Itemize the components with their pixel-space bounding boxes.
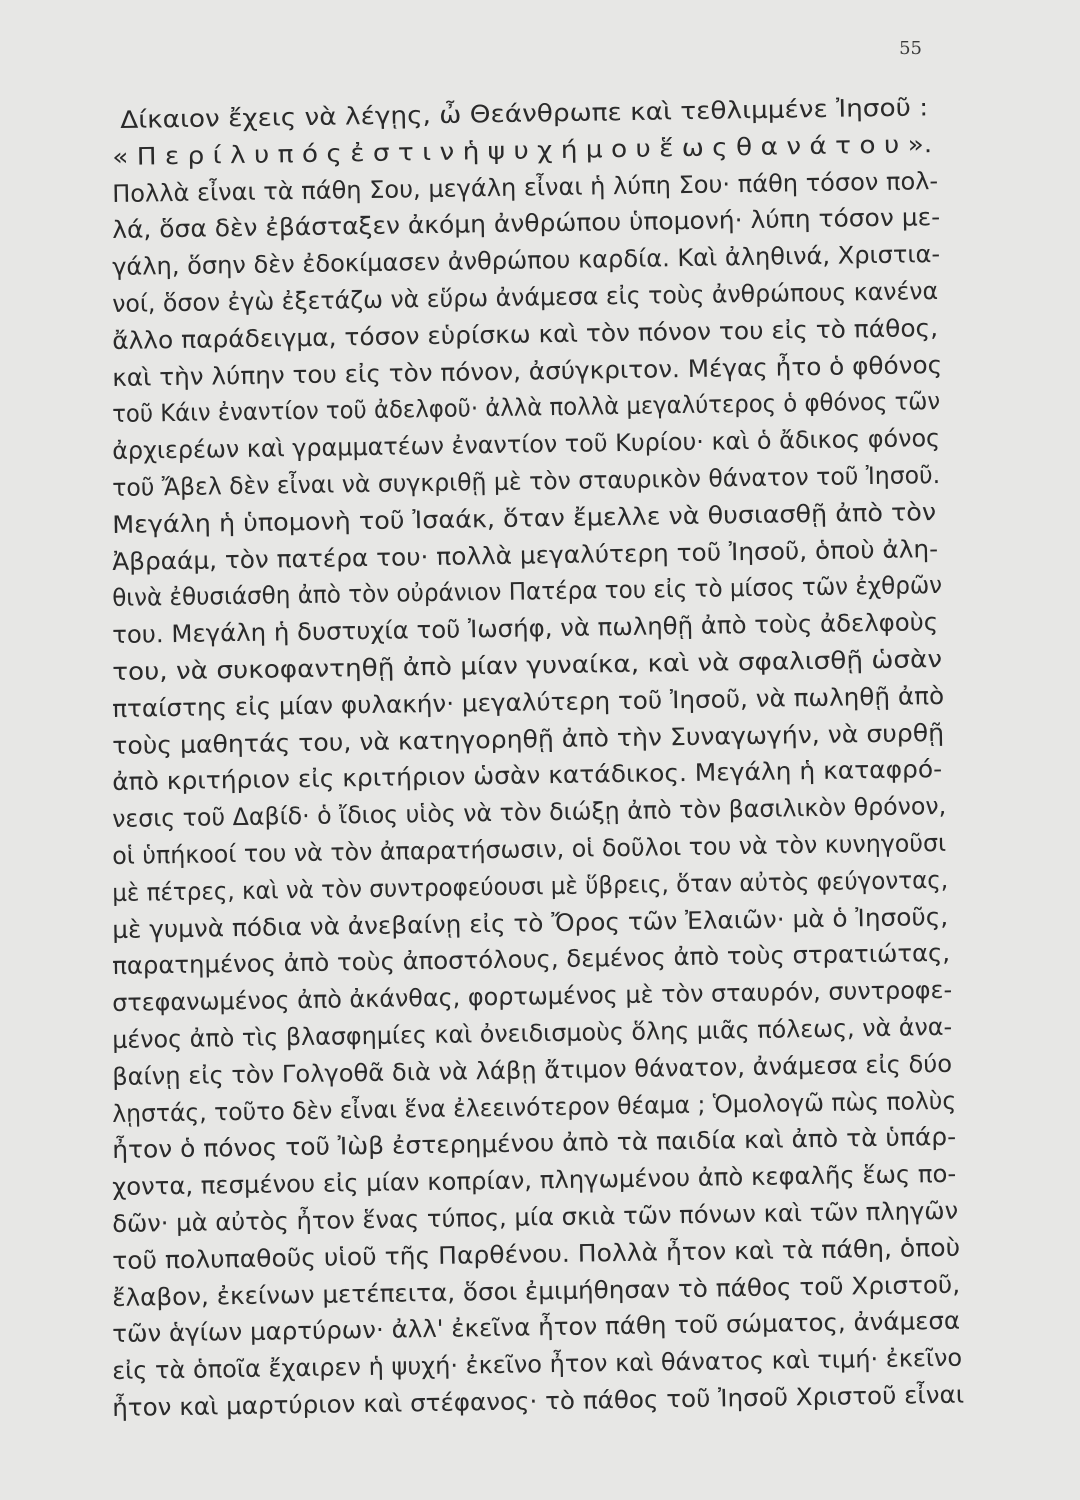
text-line: τοῦ Ἄβελ δὲν εἶναι νὰ συγκριθῇ μὲ τὸν σταυρικὸν θάνατον τοῦ Ἰησοῦ. — [111, 460, 941, 502]
text-line: του. Μεγάλη ἡ δυστυχία τοῦ Ἰωσήφ, νὰ πωληθῇ ἀπὸ τοὺς ἀδελφοὺς — [111, 608, 939, 650]
text-line: γάλη, ὅσην δὲν ἐδοκίμασεν ἀνθρώπου καρδία. Καὶ ἀληθινά, Χριστια- — [111, 240, 941, 282]
text-line: νεσις τοῦ Δαβίδ· ὁ ἴδιος υἱὸς νὰ τὸν διώξῃ ἀπὸ τὸν βασιλικὸν θρόνον, — [111, 792, 947, 834]
text-line: τοῦ Κάιν ἐναντίον τοῦ ἀδελφοῦ· ἀλλὰ πολλὰ μεγαλύτερος ὁ φθόνος τῶν — [111, 387, 941, 429]
text-line: ἀρχιερέων καὶ γραμματέων ἐναντίον τοῦ Κυρίου· καὶ ὁ ἄδικος φόνος — [111, 424, 941, 466]
text-line: ἔλαβον, ἐκείνων μετέπειτα, ὅσοι ἐμιμήθησαν τὸ πάθος τοῦ Χριστοῦ, — [111, 1270, 961, 1312]
text-line: εἰς τὰ ὁποῖα ἔχαιρεν ἡ ψυχή· ἐκεῖνο ἦτον καὶ θάνατος καὶ τιμή· ἐκεῖνο — [111, 1343, 963, 1386]
text-line: τοὺς μαθητάς του, νὰ κατηγορηθῇ ἀπὸ τὴν Συναγωγήν, νὰ συρθῇ — [111, 718, 945, 760]
text-line: στεφανωμένος ἀπὸ ἀκάνθας, φορτωμένος μὲ τὸν σταυρόν, συντροφε- — [111, 975, 953, 1018]
text-line: ἦτον ὁ πόνος τοῦ Ἰὼβ ἐστερημένου ἀπὸ τὰ παιδία καὶ ἀπὸ τὰ ὑπάρ- — [111, 1123, 957, 1165]
text-line: Μεγάλη ἡ ὑπομονὴ τοῦ Ἰσαάκ, ὅταν ἔμελλε νὰ θυσιασθῇ ἀπὸ τὸν — [111, 497, 937, 539]
text-line: τοῦ πολυπαθοῦς υἱοῦ τῆς Παρθένου. Πολλὰ ἦτον καὶ τὰ πάθη, ὁποὺ — [111, 1233, 961, 1275]
text-line: θινὰ ἐθυσιάσθη ἀπὸ τὸν οὐράνιον Πατέρα του εἰς τὸ μίσος τῶν ἐχθρῶν — [111, 571, 943, 613]
text-line: πταίστης εἰς μίαν φυλακήν· μεγαλύτερη τοῦ Ἰησοῦ, νὰ πωληθῇ ἀπὸ — [111, 681, 945, 723]
text-line: χοντα, πεσμένου εἰς μίαν κοπρίαν, πληγωμένου ἀπὸ κεφαλῆς ἕως πο- — [111, 1159, 957, 1202]
text-line: Ἀβραάμ, τὸν πατέρα του· πολλὰ μεγαλύτερη τοῦ Ἰησοῦ, ὁποὺ ἀλη- — [111, 534, 939, 576]
text-line: Πολλὰ εἶναι τὰ πάθη Σου, μεγάλη εἶναι ἡ λύπη Σου· πάθη τόσον πολ- — [111, 166, 939, 208]
text-line: λῃστάς, τοῦτο δὲν εἶναι ἕνα ἐλεεινότερον θέαμα ; Ὁμολογῶ πὼς πολὺς — [111, 1086, 957, 1128]
text-line: παρατημένος ἀπὸ τοὺς ἀποστόλους, δεμένος ἀπὸ τοὺς στρατιώτας, — [111, 939, 951, 981]
text-line: οἱ ὑπήκοοί του νὰ τὸν ἀπαρατήσωσιν, οἱ δοῦλοι του νὰ τὸν κυνηγοῦσι — [111, 828, 947, 870]
text-line: καὶ τὴν λύπην του εἰς τὸν πόνον, ἀσύγκριτον. Μέγας ἦτο ὁ φθόνος — [111, 350, 943, 392]
text-line: ἀπὸ κριτήριον εἰς κριτήριον ὡσὰν κατάδικος. Μεγάλη ἡ καταφρό- — [111, 755, 943, 797]
text-line: μένος ἀπὸ τὶς βλασφημίες καὶ ὀνειδισμοὺς ὅλης μιᾶς πόλεως, νὰ ἀνα- — [111, 1012, 953, 1054]
text-line: δῶν· μὰ αὐτὸς ἦτον ἕνας τύπος, μία σκιὰ τῶν πόνων καὶ τῶν πληγῶν — [111, 1196, 959, 1238]
text-line: ἦτον καὶ μαρτύριον καὶ στέφανος· τὸ πάθος τοῦ Ἰησοῦ Χριστοῦ εἶναι — [111, 1380, 965, 1422]
text-line: ἄλλο παράδειγμα, τόσον εὑρίσκω καὶ τὸν πόνον του εἰς τὸ πάθος, — [111, 313, 939, 355]
text-line: βαίνῃ εἰς τὸν Γολγοθᾶ διὰ νὰ λάβῃ ἄτιμον θάνατον, ἀνάμεσα εἰς δύο — [111, 1049, 953, 1091]
text-line: « Π ε ρ ί λ υ π ό ς ἐ σ τ ι ν ἡ ψ υ χ ή μ ο υ ἕ ω ς θ α ν ά τ ο υ ». — [111, 129, 933, 171]
text-line: του, νὰ συκοφαντηθῇ ἀπὸ μίαν γυναίκα, καὶ νὰ σφαλισθῇ ὡσὰν — [111, 644, 943, 686]
text-line: μὲ γυμνὰ πόδια νὰ ἀνεβαίνῃ εἰς τὸ Ὄρος τῶν Ἐλαιῶν· μὰ ὁ Ἰησοῦς, — [111, 902, 949, 944]
text-line: λά, ὅσα δὲν ἐβάσταξεν ἀκόμη ἀνθρώπου ὑπομονή· λύπη τόσον με- — [111, 203, 941, 245]
text-line: Δίκαιον ἔχεις νὰ λέγῃς, ὦ Θεάνθρωπε καὶ τεθλιμμένε Ἰησοῦ : — [119, 93, 929, 134]
text-line: νοί, ὅσον ἐγὼ ἐξετάζω νὰ εὕρω ἀνάμεσα εἰς τοὺς ἀνθρώπους κανένα — [111, 277, 939, 318]
text-line: μὲ πέτρες, καὶ νὰ τὸν συντροφεύουσι μὲ ὕβρεις, ὅταν αὐτὸς φεύγοντας, — [111, 865, 949, 907]
text-line: τῶν ἁγίων μαρτύρων· ἀλλ' ἐκεῖνα ἦτον πάθη τοῦ σώματος, ἀνάμεσα — [111, 1307, 961, 1349]
page-number: 55 — [899, 38, 922, 59]
